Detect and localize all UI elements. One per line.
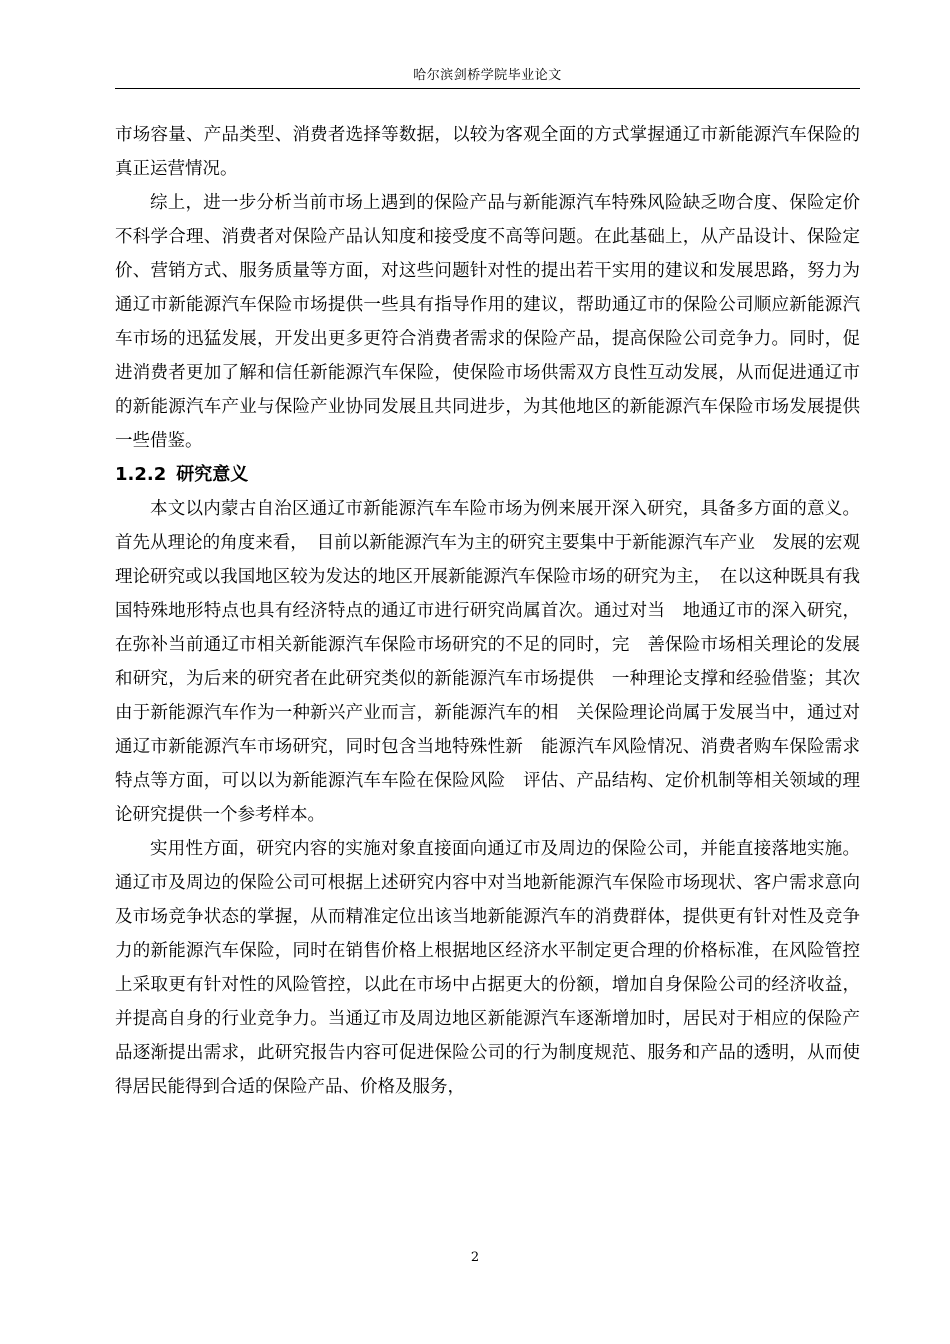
section-title: 研究意义 (176, 464, 249, 485)
body-paragraph-1: 市场容量、产品类型、消费者选择等数据，以较为客观全面的方式掌握通辽市新能源汽车保险的真正运营情况。 (115, 125, 860, 179)
section-heading (115, 458, 860, 492)
body-paragraph-2: 综上，进一步分析当前市场上遇到的保险产品与新能源汽车特殊风险缺乏吻合度、保险定价不科学合理、消费者对保险产品认知度和接受度不高等问题。在此基础上，从产品设计、保险定价、营销方式、服务质量等方面，对这些问题针对性的提出若干实用的建议和发展思路，努力为通辽市新能源汽车保险市场提供一些具有指导作用的建议，帮助通辽市的保险公司顺应新能源汽车市场的迅猛发展，开发出更多更符合消费者需求的保险产品，提高保险公司竞争力。同时，促进消费者更加了解和信任新能源汽车保险，使保险市场供需双方良性互动发展，从而促进通辽市的新能源汽车产业与保险产业协同发展且共同进步，为其他地区的新能源汽车保险市场发展提供一些借鉴。 (115, 193, 860, 451)
page-number: 2 (470, 1250, 480, 1265)
page-body (115, 118, 860, 1104)
body-paragraph-3: 本文以内蒙古自治区通辽市新能源汽车车险市场为例来展开深入研究，具备多方面的意义。首先从理论的角度来看， 目前以新能源汽车为主的研究主要集中于新能源汽车产业 发展的宏观理论研究或以我国地区较为发达的地区开展新能源汽车保险市场的研究为主， 在以这种既具有我国特殊地形特点也具有经济特点的通辽市进行研究尚属首次。通过对当 地通辽市的深入研究，在弥补当前通辽市相关新能源汽车保险市场研究的不足的同时，完 善保险市场相关理论的发展和研究，为后来的研究者在此研究类似的新能源汽车市场提供 一种理论支撑和经验借鉴；其次由于新能源汽车作为一种新兴产业而言，新能源汽车的相 关保险理论尚属于发展当中，通过对通辽市新能源汽车市场研究，同时包含当地特殊性新 能源汽车风险情况、消费者购车保险需求特点等方面，可以以为新能源汽车车险在保险风险 评估、产品结构、定价机制等相关领域的理论研究提供一个参考样本。 (115, 499, 860, 825)
header-divider (115, 88, 860, 89)
section-number: 1.2.2 (115, 464, 167, 485)
page-header-title: 哈尔滨剑桥学院毕业论文 (413, 68, 562, 83)
body-paragraph-4: 实用性方面，研究内容的实施对象直接面向通辽市及周边的保险公司，并能直接落地实施。通辽市及周边的保险公司可根据上述研究内容中对当地新能源汽车保险市场现状、客户需求意向及市场竞争状态的掌握，从而精准定位出该当地新能源汽车的消费群体，提供更有针对性及竞争力的新能源汽车保险，同时在销售价格上根据地区经济水平制定更合理的价格标准，在风险管控上采取更有针对性的风险管控，以此在市场中占据更大的份额，增加自身保险公司的经济收益，并提高自身的行业竞争力。当通辽市及周边地区新能源汽车逐渐增加时，居民对于相应的保险产品逐渐提出需求，此研究报告内容可促进保险公司的行为制度规范、服务和产品的透明，从而使得居民能得到合适的保险产品、价格及服务， (115, 839, 860, 1097)
